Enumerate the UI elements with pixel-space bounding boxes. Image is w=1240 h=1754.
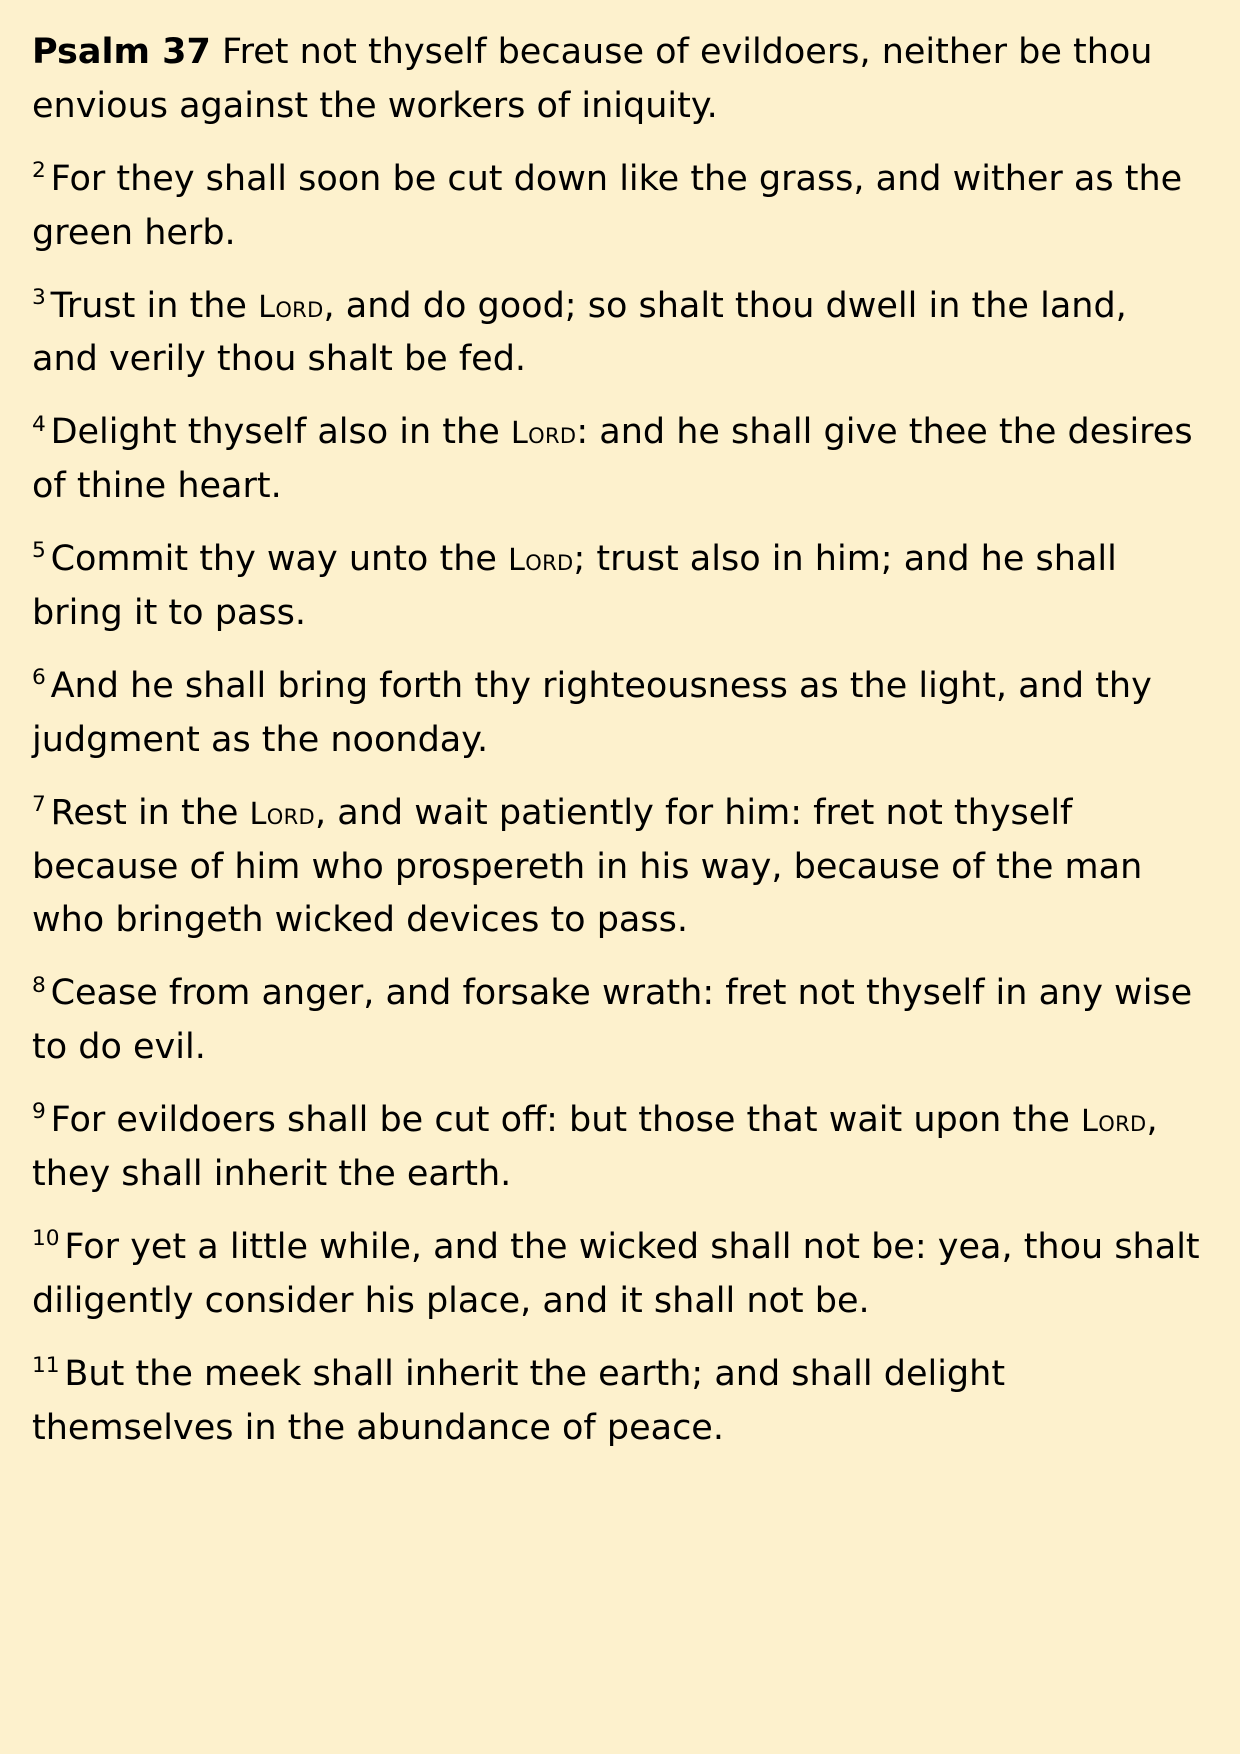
verse-number: 5	[32, 538, 46, 564]
verse-text: But the meek shall inherit the earth; and shall delight themselves in the abundance of peace.	[32, 1353, 1006, 1448]
verse-text: For they shall soon be cut down like the grass, and wither as the green herb.	[32, 158, 1183, 253]
verse-text: Cease from anger, and forsake wrath: fret not thyself in any wise to do evil.	[32, 973, 1193, 1068]
verse-text-after-divine-name: , they shall inherit the earth.	[32, 1100, 1158, 1195]
chapter-heading: Psalm 37	[32, 32, 211, 72]
verse-paragraph	[32, 660, 1202, 768]
verse-text-before-divine-name: Trust in the	[50, 285, 259, 326]
verse-text-after-divine-name: , and wait patiently for him: fret not thyself because of him who prospereth in his way, because of the man who bringeth wicked devices to pass.	[32, 792, 1143, 941]
verse-paragraph	[32, 1094, 1202, 1202]
verse-number: 9	[32, 1099, 46, 1125]
verse-paragraph	[32, 280, 1202, 388]
divine-name: Lord	[249, 796, 316, 832]
verse-number: 10	[32, 1226, 60, 1252]
verse-text: For yet a little while, and the wicked shall not be: yea, thou shalt diligently consider his place, and it shall not be.	[32, 1226, 1200, 1321]
verse-paragraph	[32, 1348, 1202, 1456]
verse-paragraph	[32, 1221, 1202, 1329]
verse-text-before-divine-name: Rest in the	[50, 792, 250, 833]
verse-text-after-divine-name: : and he shall give thee the desires of thine heart.	[32, 412, 1193, 507]
verse-paragraph	[32, 967, 1202, 1075]
verse-text-before-divine-name: Commit thy way unto the	[50, 539, 509, 580]
verse-text: Fret not thyself because of evildoers, neither be thou envious against the workers of iniquity.	[32, 32, 1153, 126]
verse-paragraph	[32, 787, 1202, 949]
verse-number: 7	[32, 792, 46, 818]
verse-paragraph	[32, 153, 1202, 261]
divine-name: Lord	[510, 416, 577, 452]
verse-text: And he shall bring forth thy righteousness as the light, and thy judgment as the noonday.	[32, 665, 1152, 760]
verse-number: 8	[32, 972, 46, 998]
verse-text-after-divine-name: ; trust also in him; and he shall bring it to pass.	[32, 539, 1117, 634]
divine-name: Lord	[1081, 1104, 1147, 1140]
verse-number: 3	[32, 284, 46, 310]
verse-paragraph	[32, 26, 1202, 134]
divine-name: Lord	[508, 543, 574, 579]
verse-number: 2	[32, 158, 46, 184]
verse-number: 4	[32, 411, 46, 437]
verse-text-before-divine-name: Delight thyself also in the	[50, 412, 511, 453]
verse-paragraph	[32, 406, 1202, 514]
verse-number: 11	[32, 1353, 60, 1379]
verse-text-after-divine-name: , and do good; so shalt thou dwell in the land, and verily thou shalt be fed.	[32, 285, 1127, 380]
divine-name: Lord	[258, 289, 324, 325]
verse-number: 6	[32, 665, 46, 691]
verse-paragraph	[32, 533, 1202, 641]
verse-text-before-divine-name: For evildoers shall be cut off: but those that wait upon the	[50, 1100, 1082, 1141]
